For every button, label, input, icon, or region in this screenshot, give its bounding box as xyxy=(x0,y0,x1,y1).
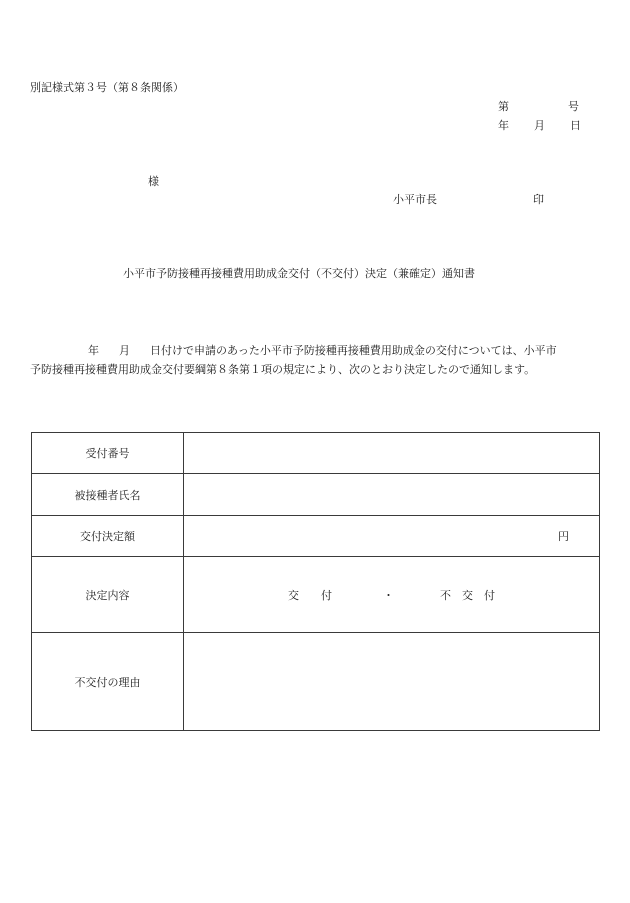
decision-table xyxy=(31,432,600,731)
table-row xyxy=(32,557,600,633)
decision-separator: ・ xyxy=(383,588,394,602)
table-label-vaccinee-name: 被接種者氏名 xyxy=(32,474,184,516)
body-text xyxy=(30,341,604,379)
date-month-label: 月 xyxy=(534,119,545,132)
seal-mark: 印 xyxy=(533,193,544,206)
addressee-honorific: 様 xyxy=(148,175,159,188)
body-month-label: 月 xyxy=(119,344,130,357)
table-label-no-grant-reason: 不交付の理由 xyxy=(32,633,184,731)
table-label-decision: 決定内容 xyxy=(32,557,184,633)
body-line-1-rest: 日付けで申請のあった小平市予防接種再接種費用助成金の交付については、小平市 xyxy=(150,344,557,357)
form-number: 別記様式第３号（第８条関係） xyxy=(30,81,184,94)
date-day-label: 日 xyxy=(570,119,581,132)
table-label-grant-amount: 交付決定額 xyxy=(32,516,184,557)
table-row xyxy=(32,474,600,516)
no-grant-reason-field xyxy=(184,633,600,731)
yen-unit: 円 xyxy=(558,530,569,543)
body-year-label: 年 xyxy=(88,344,99,357)
document-number-suffix: 号 xyxy=(568,100,579,113)
decision-no-grant-option: 不 交 付 xyxy=(440,588,495,602)
vaccinee-name-field xyxy=(184,474,600,516)
receipt-number-field xyxy=(184,433,600,474)
date-year-label: 年 xyxy=(498,119,509,132)
table-label-receipt-number: 受付番号 xyxy=(32,433,184,474)
body-line-1 xyxy=(30,341,604,360)
decision-field xyxy=(184,557,600,633)
body-line-2: 予防接種再接種費用助成金交付要綱第８条第１項の規定により、次のとおり決定したので通知します。 xyxy=(30,363,536,376)
grant-amount-field xyxy=(184,516,600,557)
table-row xyxy=(32,516,600,557)
sender-mayor: 小平市長 xyxy=(393,193,437,206)
document-number-prefix: 第 xyxy=(498,100,509,113)
document-title: 小平市予防接種再接種費用助成金交付（不交付）決定（兼確定）通知書 xyxy=(123,267,475,280)
decision-grant-option: 交 付 xyxy=(288,588,332,602)
table-row xyxy=(32,433,600,474)
table-row xyxy=(32,633,600,731)
